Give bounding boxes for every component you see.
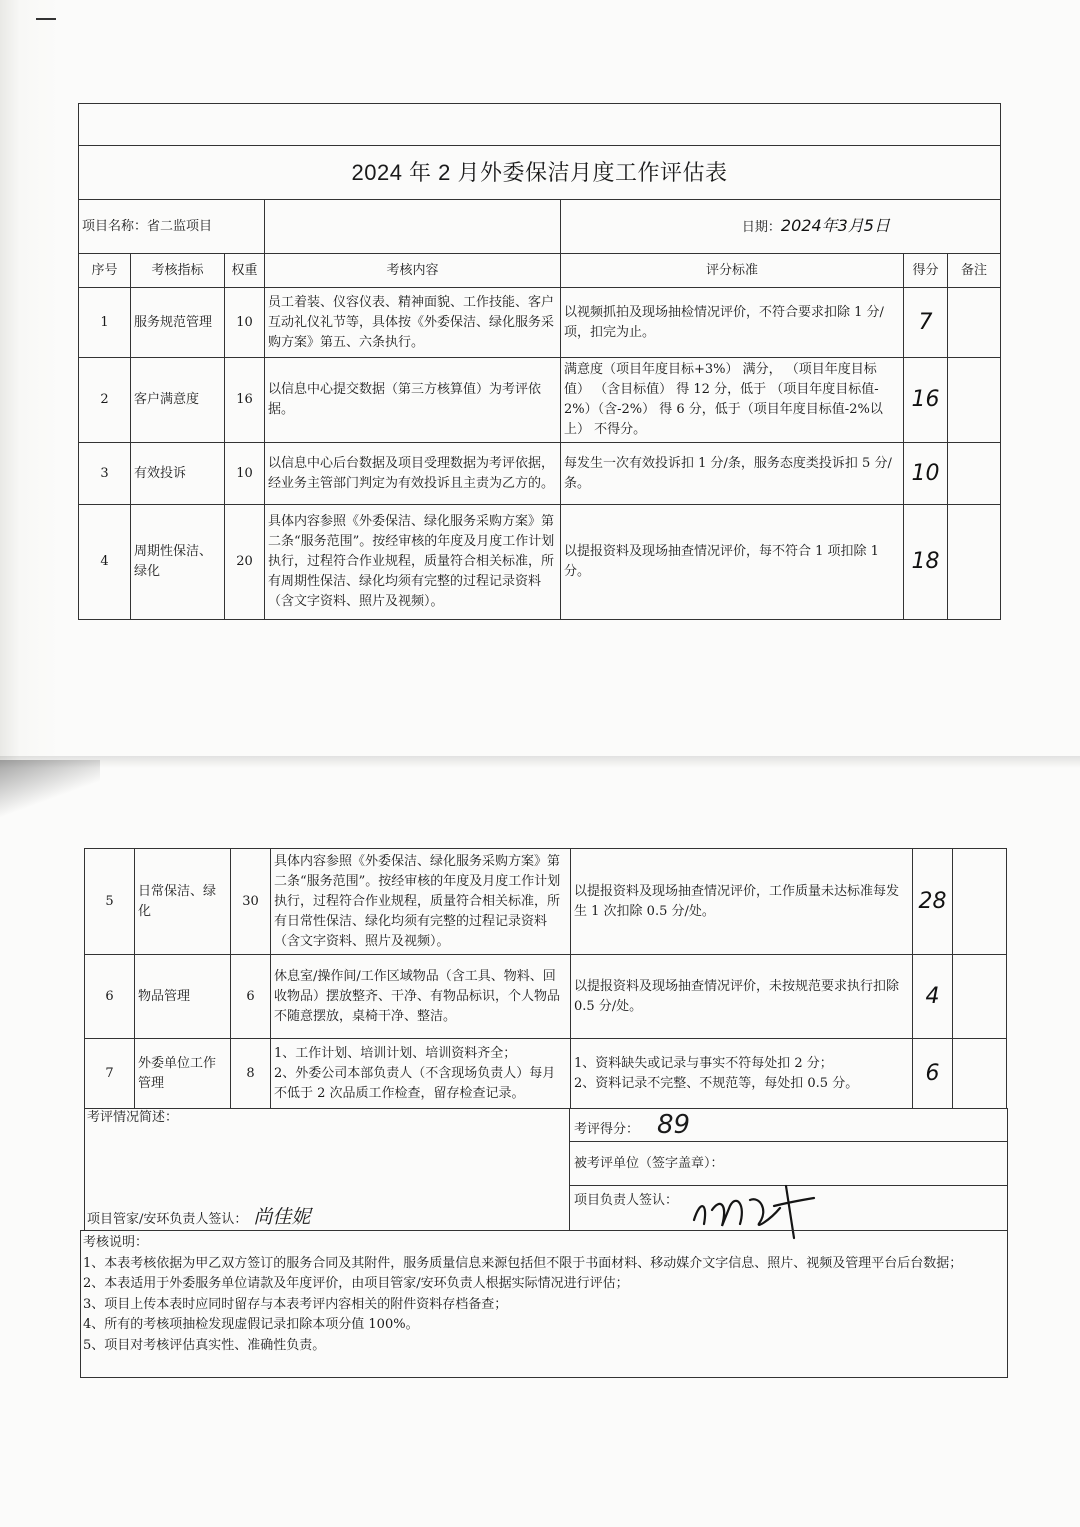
- row-no: 5: [85, 849, 135, 955]
- page-corner-shadow: [0, 760, 100, 820]
- manager-sign-label: 项目管家/安环负责人签认：: [87, 1212, 248, 1227]
- review-summary-label: 考评情况简述：: [87, 1110, 179, 1125]
- row-content: 1、工作计划、培训计划、培训资料齐全； 2、外委公司本部负责人（不含现场负责人）每月不低于 2 次品质工作检查，留存检查记录。: [271, 1039, 571, 1109]
- row-score: 6: [913, 1039, 953, 1109]
- row-standard: 以提报资料及现场抽查情况评价，工作质量未达标准每发生 1 次扣除 0.5 分/处。: [571, 849, 913, 955]
- row-content: 具体内容参照《外委保洁、绿化服务采购方案》第二条“服务范围”。按经审核的年度及月度工作计划执行，过程符合作业规程，质量符合相关标准，所有周期性保洁、绿化均须有完整的过程记录资料（含文字资料、照片及视频）。: [265, 505, 561, 620]
- row-content: 以信息中心提交数据（第三方核算值）为考评依据。: [265, 358, 561, 443]
- table-row: [85, 955, 1007, 1039]
- table-row: [79, 288, 1001, 358]
- row-indicator: 物品管理: [135, 955, 231, 1039]
- row-content: 员工着装、仪容仪表、精神面貌、工作技能、客户互动礼仪礼节等，具体按《外委保洁、绿化服务采购方案》第五、六条执行。: [265, 288, 561, 358]
- row-weight: 6: [231, 955, 271, 1039]
- row-no: 2: [79, 358, 131, 443]
- total-score-row: [570, 1108, 1008, 1142]
- row-no: 7: [85, 1039, 135, 1109]
- row-standard: 以视频抓拍及现场抽检情况评价，不符合要求扣除 1 分/项，扣完为止。: [561, 288, 904, 358]
- row-no: 4: [79, 505, 131, 620]
- row-weight: 30: [231, 849, 271, 955]
- row-indicator: 有效投诉: [131, 443, 225, 505]
- title-row: [79, 146, 1001, 200]
- row-weight: 10: [225, 288, 265, 358]
- row-no: 1: [79, 288, 131, 358]
- corner-mark: [36, 18, 56, 20]
- note-item: 4、所有的考核项抽检发现虚假记录扣除本项分值 100%。: [83, 1317, 419, 1332]
- table-row: [85, 849, 1007, 955]
- row-remark: [953, 955, 1007, 1039]
- row-weight: 8: [231, 1039, 271, 1109]
- manager-sign: [87, 1206, 310, 1231]
- row-score: 18: [904, 505, 948, 620]
- row-content: 以信息中心后台数据及项目受理数据为考评依据，经业务主管部门判定为有效投诉且主责为乙方的。: [265, 443, 561, 505]
- manager-signature: 尚佳妮: [253, 1206, 311, 1228]
- row-content: 休息室/操作间/工作区域物品（含工具、物料、回收物品）摆放整齐、干净、有物品标识，个人物品不随意摆放，桌椅干净、整洁。: [271, 955, 571, 1039]
- row-standard: 以提报资料及现场抽查情况评价，每不符合 1 项扣除 1 分。: [561, 505, 904, 620]
- row-standard: 1、资料缺失或记录与事实不符每处扣 2 分； 2、资料记录不完整、不规范等，每处扣 0.5 分。: [571, 1039, 913, 1109]
- assessment-notes: [80, 1230, 1008, 1378]
- row-content: 具体内容参照《外委保洁、绿化服务采购方案》第二条“服务范围”。按经审核的年度及月度工作计划执行，过程符合作业规程，质量符合相关标准，所有日常性保洁、绿化均须有完整的过程记录资料（含文字资料、照片及视频）。: [271, 849, 571, 955]
- total-score-label: 考评得分：: [574, 1122, 640, 1137]
- col-standard: 评分标准: [561, 254, 904, 288]
- col-score: 得分: [904, 254, 948, 288]
- row-score: 7: [904, 288, 948, 358]
- project-row: [79, 200, 1001, 254]
- row-indicator: 客户满意度: [131, 358, 225, 443]
- col-indicator: 考核指标: [131, 254, 225, 288]
- row-score: 16: [904, 358, 948, 443]
- row-indicator: 服务规范管理: [131, 288, 225, 358]
- table-row: [79, 443, 1001, 505]
- row-remark: [953, 1039, 1007, 1109]
- row-remark: [948, 443, 1001, 505]
- unit-sign-label: 被考评单位（签字盖章）：: [574, 1156, 724, 1171]
- row-weight: 16: [225, 358, 265, 443]
- project-blank-cell: [265, 200, 561, 254]
- table-row: [79, 505, 1001, 620]
- date-cell: [561, 200, 1001, 254]
- row-score: 4: [913, 955, 953, 1039]
- blank-top-row: [79, 104, 1001, 146]
- row-no: 3: [79, 443, 131, 505]
- date-label: 日期：: [741, 219, 781, 235]
- note-item: 2、本表适用于外委服务单位请款及年度评价，由项目管家/安环负责人根据实际情况进行评估；: [83, 1276, 629, 1291]
- row-standard: 以提报资料及现场抽查情况评价，未按规范要求执行扣除 0.5 分/处。: [571, 955, 913, 1039]
- row-remark: [948, 288, 1001, 358]
- row-remark: [953, 849, 1007, 955]
- project-name: 项目名称：省二监项目: [79, 200, 265, 254]
- row-standard: 每发生一次有效投诉扣 1 分/条，服务态度类投诉扣 5 分/条。: [561, 443, 904, 505]
- row-standard: 满意度（项目年度目标+3%） 满分， （项目年度目标值） （含目标值） 得 12 分，低于 （项目年度目标值-2%）（含-2%） 得 6 分，低于（项目年度目标值-2%以上） 不得分。: [561, 358, 904, 443]
- evaluation-table-bottom: [84, 848, 1007, 1109]
- row-remark: [948, 358, 1001, 443]
- note-item: 1、本表考核依据为甲乙双方签订的服务合同及其附件，服务质量信息来源包括但不限于书面材料、移动媒介文字信息、照片、视频及管理平台后台数据；: [83, 1255, 963, 1271]
- column-header-row: [79, 254, 1001, 288]
- row-weight: 10: [225, 443, 265, 505]
- note-item: 5、项目对考核评估真实性、准确性负责。: [83, 1337, 326, 1353]
- total-score-value: 89: [657, 1110, 691, 1140]
- note-item: 3、项目上传本表时应同时留存与本表考评内容相关的附件资料存档备查；: [83, 1296, 508, 1312]
- date-handwritten: 2024年3月5日: [780, 215, 890, 235]
- evaluation-table-top: [78, 103, 1001, 620]
- col-content: 考核内容: [265, 254, 561, 288]
- row-indicator: 日常保洁、绿化: [135, 849, 231, 955]
- row-remark: [948, 505, 1001, 620]
- row-weight: 20: [225, 505, 265, 620]
- row-score: 10: [904, 443, 948, 505]
- col-remark: 备注: [948, 254, 1001, 288]
- fold-shadow: [0, 756, 1080, 768]
- table-row: [79, 358, 1001, 443]
- row-indicator: 周期性保洁、绿化: [131, 505, 225, 620]
- notes-heading: 考核说明：: [83, 1235, 149, 1250]
- row-indicator: 外委单位工作管理: [135, 1039, 231, 1109]
- row-no: 6: [85, 955, 135, 1039]
- signature-area: [84, 1108, 1008, 1230]
- table-row: [85, 1039, 1007, 1109]
- leader-sign-label: 项目负责人签认：: [574, 1193, 679, 1208]
- form-title: 2024 年 2 月外委保洁月度工作评估表: [79, 146, 1001, 200]
- col-no: 序号: [79, 254, 131, 288]
- row-score: 28: [913, 849, 953, 955]
- col-weight: 权重: [225, 254, 265, 288]
